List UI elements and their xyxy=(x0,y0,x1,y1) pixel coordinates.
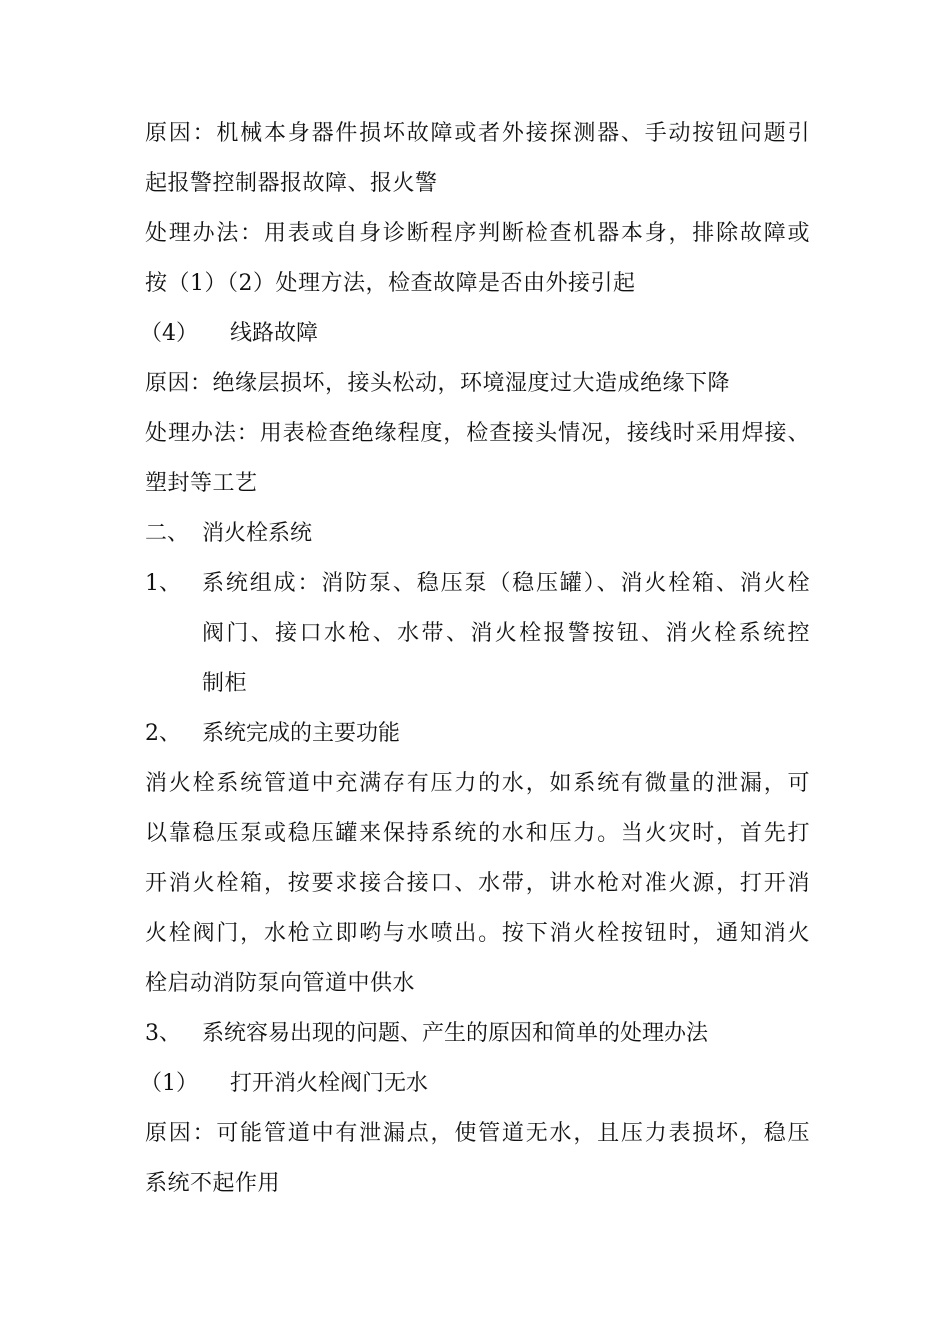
text-line: 火栓阀门，水枪立即哟与水喷出。按下消火栓按钮时，通知消火 xyxy=(145,921,810,946)
text-line: 起报警控制器报故障、报火警 xyxy=(145,171,438,196)
item-heading: 系统完成的主要功能 xyxy=(202,721,401,746)
section-heading: 消火栓系统 xyxy=(202,521,313,546)
item-number: （1） xyxy=(140,1071,198,1096)
item-heading: 打开消火栓阀门无水 xyxy=(230,1071,429,1096)
item-number: 1、 xyxy=(145,571,181,596)
text-line: 原因：可能管道中有泄漏点，使管道无水，且压力表损坏，稳压 xyxy=(145,1121,810,1146)
item-number: 3、 xyxy=(145,1021,181,1046)
text-line: 消火栓系统管道中充满存有压力的水，如系统有微量的泄漏，可 xyxy=(145,771,810,796)
item-heading: 系统容易出现的问题、产生的原因和简单的处理办法 xyxy=(202,1021,709,1046)
text-line: 以靠稳压泵或稳压罐来保持系统的水和压力。当火灾时，首先打 xyxy=(145,821,810,846)
text-line: 原因：机械本身器件损坏故障或者外接探测器、手动按钮问题引 xyxy=(145,121,810,146)
text-line: 制柜 xyxy=(202,671,248,696)
text-line: 系统不起作用 xyxy=(145,1171,281,1196)
text-line: 塑封等工艺 xyxy=(145,471,258,496)
text-line: 按（1）（2）处理方法，检查故障是否由外接引起 xyxy=(145,271,636,296)
text-line: 阀门、接口水枪、水带、消火栓报警按钮、消火栓系统控 xyxy=(202,621,810,646)
text-line: 栓启动消防泵向管道中供水 xyxy=(145,971,416,996)
section-number: 二、 xyxy=(145,521,190,546)
item-heading: 线路故障 xyxy=(230,321,319,346)
text-line: 系统组成：消防泵、稳压泵（稳压罐）、消火栓箱、消火栓 xyxy=(202,571,810,596)
text-line: 处理办法：用表检查绝缘程度，检查接头情况，接线时采用焊接、 xyxy=(145,421,810,446)
text-line: 处理办法：用表或自身诊断程序判断检查机器本身，排除故障或 xyxy=(145,221,810,246)
item-number: （4） xyxy=(140,321,198,346)
text-line: 原因：绝缘层损坏，接头松动，环境湿度过大造成绝缘下降 xyxy=(145,371,731,396)
text-line: 开消火栓箱，按要求接合接口、水带，讲水枪对准火源，打开消 xyxy=(145,871,810,896)
item-number: 2、 xyxy=(145,721,181,746)
